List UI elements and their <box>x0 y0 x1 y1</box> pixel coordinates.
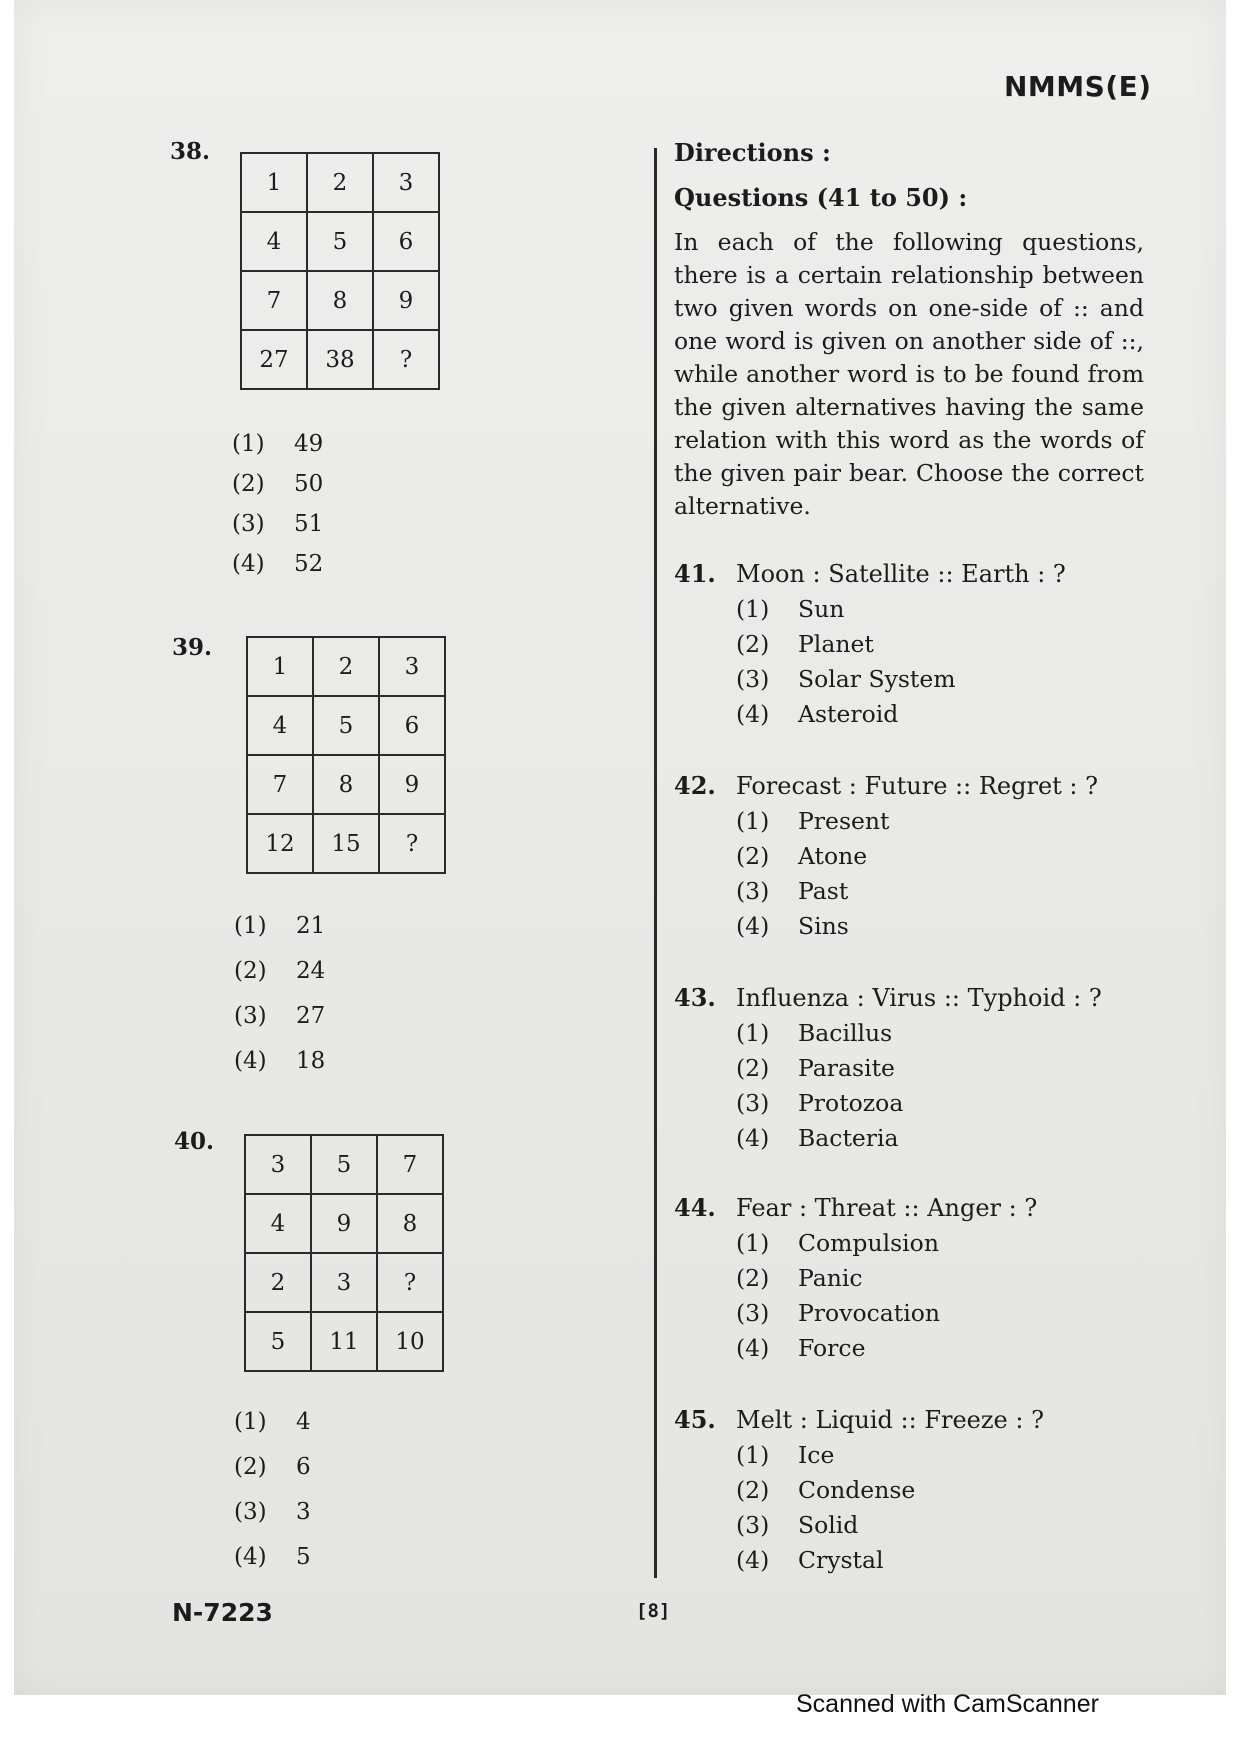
option[interactable]: (1) Sun <box>736 595 845 623</box>
grid-cell: 15 <box>313 814 379 873</box>
question-45 <box>674 1402 1154 1578</box>
option[interactable]: (4) Bacteria <box>736 1124 899 1152</box>
question-prompt: 43. Influenza : Virus :: Typhoid : ? <box>674 983 1102 1012</box>
option[interactable]: (3) Past <box>736 877 849 905</box>
grid-cell: 6 <box>379 696 445 755</box>
option[interactable]: (4) Crystal <box>736 1546 884 1574</box>
directions-text: In each of the following questions, there is a certain relationship between two given words on one-side of :: and one word is given on another side of ::, while another word is to be found from the given alternatives having the same relation with this word as the words of the given pair bear. Choose the correct alternative. <box>674 228 1144 520</box>
option[interactable]: (2) 50 <box>232 471 324 497</box>
option[interactable]: (2) Panic <box>736 1264 863 1292</box>
question-44 <box>674 1190 1154 1366</box>
question-38-number: 38. <box>170 138 211 165</box>
option[interactable]: (2) Condense <box>736 1476 916 1504</box>
page-number: [8] <box>636 1600 671 1622</box>
question-43 <box>674 980 1154 1156</box>
option[interactable]: (2) Planet <box>736 630 874 658</box>
option[interactable]: (4) Force <box>736 1334 866 1362</box>
grid-cell: 8 <box>307 271 373 330</box>
grid-cell: 7 <box>247 755 313 814</box>
grid-cell: 2 <box>313 637 379 696</box>
question-prompt: 42. Forecast : Future :: Regret : ? <box>674 771 1099 800</box>
option[interactable]: (1) 4 <box>234 1409 311 1435</box>
directions-range: Questions (41 to 50) : <box>674 183 968 212</box>
option[interactable]: (3) 3 <box>234 1499 311 1525</box>
option[interactable]: (4) Asteroid <box>736 700 899 728</box>
grid-cell: 6 <box>373 212 439 271</box>
grid-cell: 7 <box>377 1135 443 1194</box>
option[interactable]: (4) 18 <box>234 1048 326 1074</box>
question-prompt: 44. Fear : Threat :: Anger : ? <box>674 1193 1038 1222</box>
grid-cell: 3 <box>245 1135 311 1194</box>
grid-cell: 2 <box>307 153 373 212</box>
option[interactable]: (1) Ice <box>736 1441 835 1469</box>
option[interactable]: (2) 24 <box>234 958 326 984</box>
option[interactable]: (3) 51 <box>232 511 324 537</box>
grid-cell: 2 <box>245 1253 311 1312</box>
option[interactable]: (1) 49 <box>232 431 324 457</box>
question-40-number: 40. <box>174 1128 215 1155</box>
grid-cell: 10 <box>377 1312 443 1371</box>
grid-cell: ? <box>377 1253 443 1312</box>
option[interactable]: (4) 52 <box>232 551 324 577</box>
grid-cell: 12 <box>247 814 313 873</box>
question-42 <box>674 768 1154 944</box>
grid-cell: 11 <box>311 1312 377 1371</box>
option[interactable]: (2) 6 <box>234 1454 311 1480</box>
option[interactable]: (2) Atone <box>736 842 868 870</box>
grid-cell: 4 <box>247 696 313 755</box>
option[interactable]: (3) Provocation <box>736 1299 941 1327</box>
grid-cell: 5 <box>245 1312 311 1371</box>
question-39-number: 39. <box>172 634 213 661</box>
option[interactable]: (1) Compulsion <box>736 1229 939 1257</box>
grid-cell: 9 <box>373 271 439 330</box>
grid-cell: 38 <box>307 330 373 389</box>
grid-cell: 9 <box>311 1194 377 1253</box>
option[interactable]: (4) Sins <box>736 912 849 940</box>
exam-code-footer: N-7223 <box>172 1598 273 1627</box>
question-prompt: 41. Moon : Satellite :: Earth : ? <box>674 559 1066 588</box>
option[interactable]: (3) Protozoa <box>736 1089 904 1117</box>
grid-cell: 3 <box>311 1253 377 1312</box>
grid-cell: 5 <box>311 1135 377 1194</box>
question-38-grid <box>240 152 440 390</box>
grid-cell: 8 <box>313 755 379 814</box>
camscanner-watermark: Scanned with CamScanner <box>796 1690 1099 1718</box>
grid-cell: 3 <box>373 153 439 212</box>
grid-cell: 8 <box>377 1194 443 1253</box>
grid-cell: 4 <box>245 1194 311 1253</box>
exam-code-header: NMMS(E) <box>1004 70 1152 103</box>
grid-cell: 5 <box>313 696 379 755</box>
question-40-grid <box>244 1134 444 1372</box>
grid-cell: 3 <box>379 637 445 696</box>
question-39-options <box>234 904 325 1084</box>
question-prompt: 45. Melt : Liquid :: Freeze : ? <box>674 1405 1044 1434</box>
grid-cell: 1 <box>241 153 307 212</box>
question-39-grid <box>246 636 446 874</box>
directions-title: Directions : <box>674 138 831 167</box>
option[interactable]: (2) Parasite <box>736 1054 895 1082</box>
option[interactable]: (1) Present <box>736 807 890 835</box>
column-divider <box>654 148 657 1578</box>
question-40-options <box>234 1400 311 1580</box>
grid-cell: 1 <box>247 637 313 696</box>
grid-cell: 4 <box>241 212 307 271</box>
option[interactable]: (4) 5 <box>234 1544 311 1570</box>
option[interactable]: (3) Solar System <box>736 665 956 693</box>
grid-cell: 5 <box>307 212 373 271</box>
option[interactable]: (1) Bacillus <box>736 1019 893 1047</box>
grid-cell: ? <box>373 330 439 389</box>
grid-cell: 27 <box>241 330 307 389</box>
option[interactable]: (1) 21 <box>234 913 326 939</box>
grid-cell: 7 <box>241 271 307 330</box>
grid-cell: ? <box>379 814 445 873</box>
question-38-options <box>232 424 323 584</box>
option[interactable]: (3) Solid <box>736 1511 859 1539</box>
grid-cell: 9 <box>379 755 445 814</box>
question-41 <box>674 556 1154 732</box>
option[interactable]: (3) 27 <box>234 1003 326 1029</box>
directions-block <box>674 138 1144 523</box>
